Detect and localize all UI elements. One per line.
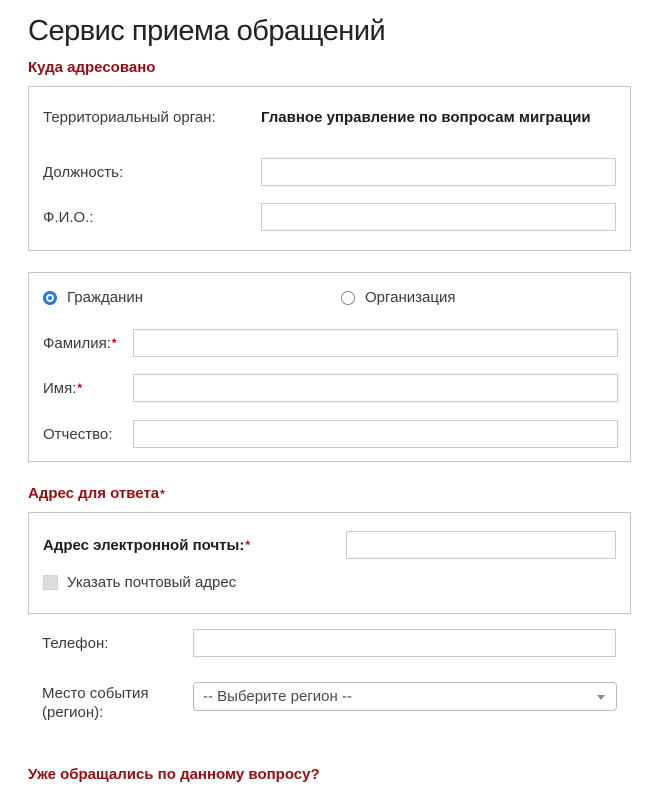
middlename-input[interactable]	[133, 420, 618, 448]
reply-address-panel	[28, 512, 631, 614]
appeal-form	[0, 14, 650, 788]
checkbox-unchecked-icon[interactable]	[43, 575, 58, 590]
lastname-label: Фамилия:*	[43, 334, 117, 352]
firstname-label: Имя:*	[43, 379, 83, 397]
radio-citizen-label[interactable]: Гражданин	[67, 289, 144, 306]
radio-citizen[interactable]	[41, 289, 341, 306]
required-asterisk: *	[160, 487, 165, 501]
phone-row	[42, 629, 631, 657]
email-row	[43, 531, 616, 559]
position-row	[43, 158, 616, 186]
radio-organization[interactable]	[341, 289, 455, 306]
email-label: Адрес электронной почты:*	[43, 536, 250, 554]
email-input[interactable]	[346, 531, 616, 559]
lastname-row	[43, 329, 618, 357]
firstname-input[interactable]	[133, 374, 618, 402]
radio-selected-icon[interactable]	[43, 291, 57, 305]
phone-input[interactable]	[193, 629, 616, 657]
territorial-organ-value: Главное управление по вопросам миграции	[261, 109, 591, 126]
territorial-organ-row	[43, 108, 616, 127]
applicant-type-radio-group	[41, 290, 618, 305]
fio-row	[43, 203, 616, 231]
region-label: Место события (регион):	[42, 685, 149, 721]
territorial-organ-label: Территориальный орган:	[43, 109, 216, 126]
applicant-panel	[28, 272, 631, 462]
page-title: Сервис приема обращений	[28, 15, 386, 47]
section-heading-previous-request: Уже обращались по данному вопросу?	[28, 766, 320, 783]
region-select[interactable]	[193, 682, 617, 711]
required-asterisk: *	[111, 335, 117, 350]
position-label: Должность:	[43, 163, 124, 181]
phone-label: Телефон:	[42, 634, 109, 652]
dropdown-arrow-icon[interactable]	[597, 695, 605, 700]
radio-unselected-icon[interactable]	[341, 291, 355, 305]
postal-address-checkbox-label[interactable]: Указать почтовый адрес	[67, 574, 237, 591]
region-row	[42, 682, 631, 722]
position-input[interactable]	[261, 158, 616, 186]
region-select-value[interactable]: -- Выберите регион --	[203, 688, 352, 705]
section-heading-reply-address: Адрес для ответа*	[28, 485, 165, 502]
middlename-row	[43, 420, 618, 448]
firstname-row	[43, 374, 618, 402]
lastname-input[interactable]	[133, 329, 618, 357]
required-asterisk: *	[245, 537, 250, 552]
fio-input[interactable]	[261, 203, 616, 231]
radio-organization-label[interactable]: Организация	[365, 289, 456, 306]
fio-label: Ф.И.О.:	[43, 208, 94, 226]
postal-address-checkbox-row[interactable]	[43, 575, 616, 590]
middlename-label: Отчество:	[43, 425, 113, 443]
section-heading-addressed-to: Куда адресовано	[28, 59, 156, 76]
addressed-to-panel	[28, 86, 631, 251]
required-asterisk: *	[77, 380, 83, 395]
